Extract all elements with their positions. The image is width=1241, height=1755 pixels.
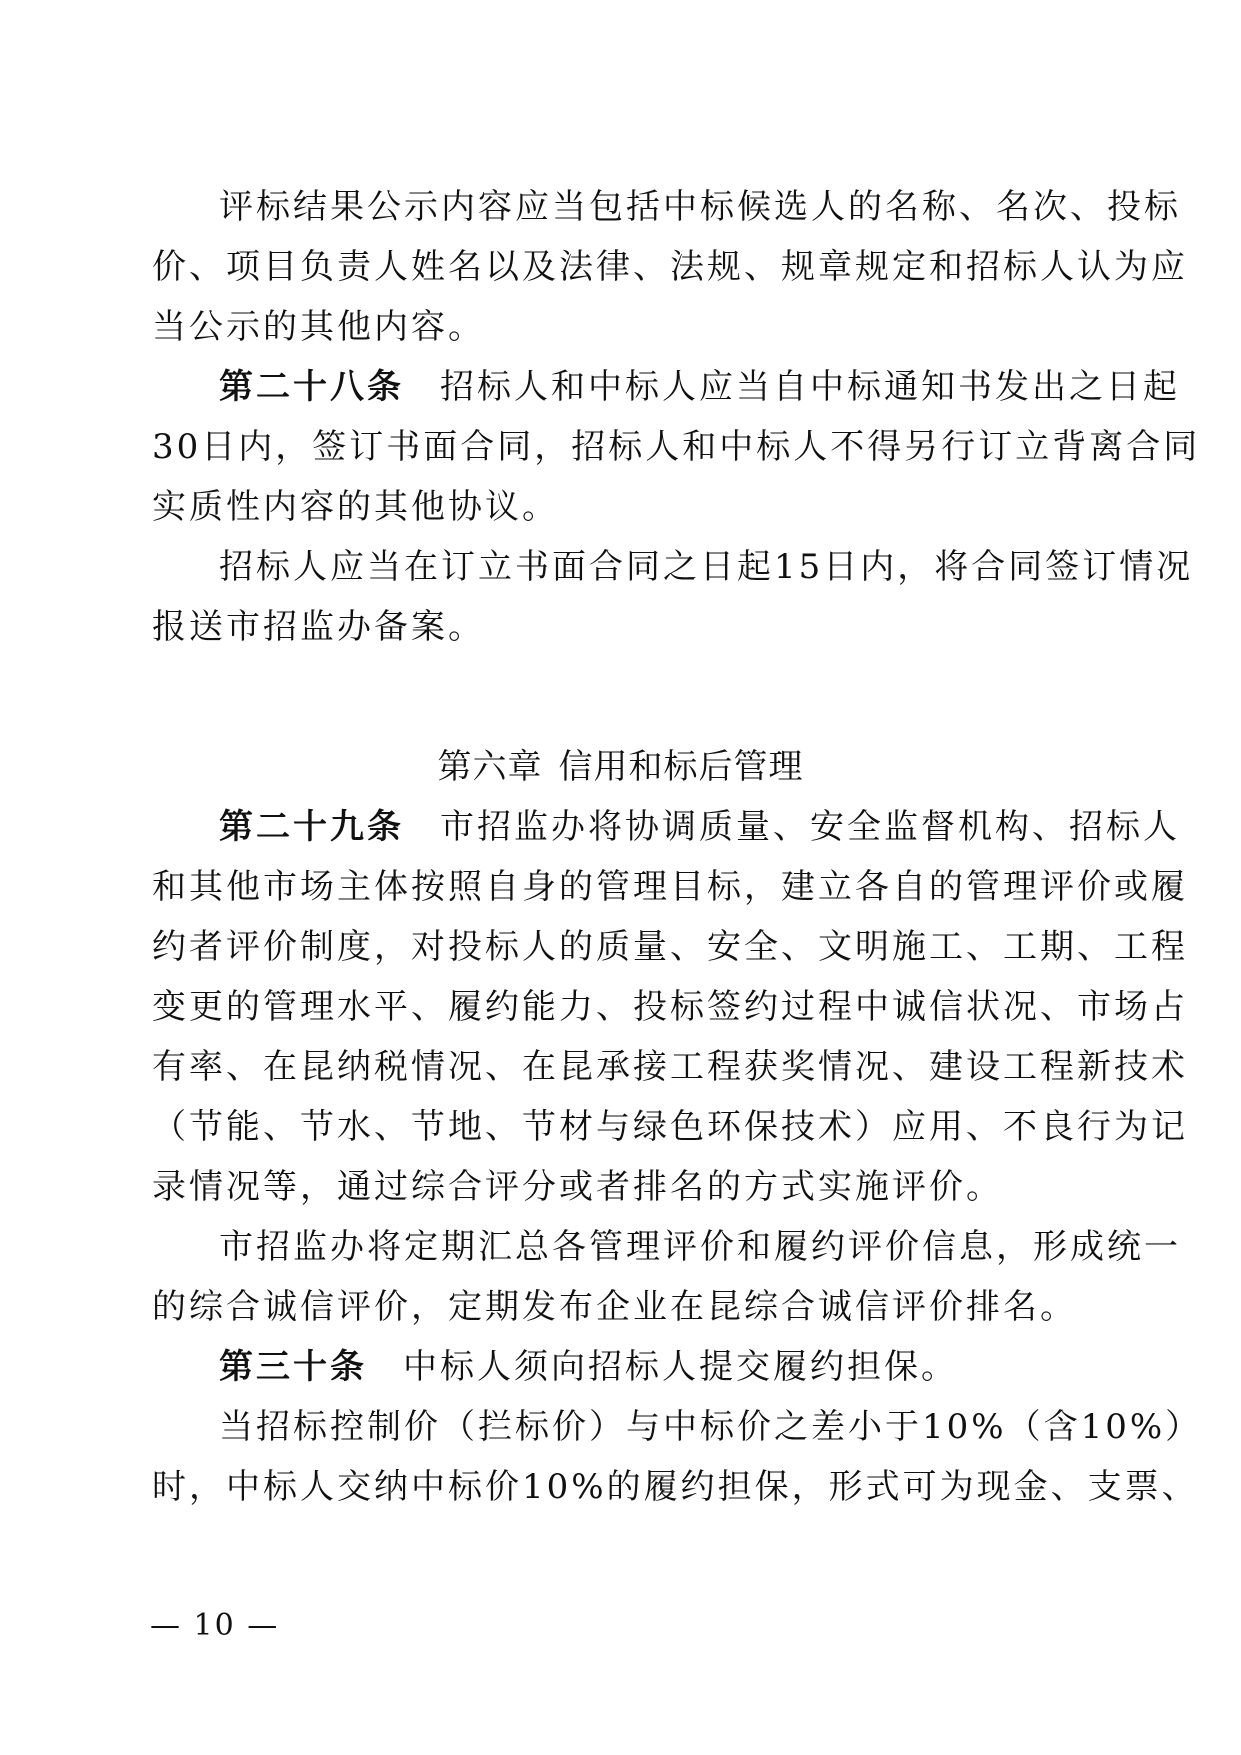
paragraph-line: 30日内，签订书面合同，招标人和中标人不得另行订立背离合同 [152,427,1201,467]
paragraph-text: 中标人须向招标人提交履约担保。 [403,1347,958,1387]
article-28-heading: 第二十八条 [219,367,404,407]
paragraph-line: 和其他市场主体按照自身的管理目标，建立各自的管理评价或履 [152,867,1188,907]
paragraph-line: 有率、在昆纳税情况、在昆承接工程获奖情况、建设工程新技术 [152,1047,1188,1087]
paragraph-line: 招标人应当在订立书面合同之日起15日内，将合同签订情况 [219,547,1194,587]
page-number: — 10 — [150,1608,280,1643]
paragraph-line: 实质性内容的其他协议。 [152,487,559,527]
paragraph-line: 当公示的其他内容。 [152,307,485,347]
paragraph-line: 约者评价制度，对投标人的质量、安全、文明施工、工期、工程 [152,927,1188,967]
paragraph-line: 当招标控制价（拦标价）与中标价之差小于10%（含10%） [219,1407,1203,1447]
paragraph-line: 的综合诚信评价，定期发布企业在昆综合诚信评价排名。 [152,1287,1077,1327]
paragraph-text: 市招监办将协调质量、安全监督机构、招标人 [440,807,1180,847]
chapter-heading [0,747,1241,787]
paragraph-line: 市招监办将定期汇总各管理评价和履约评价信息，形成统一 [219,1227,1181,1267]
paragraph-line: 变更的管理水平、履约能力、投标签约过程中诚信状况、市场占 [152,987,1188,1027]
article-29-heading: 第二十九条 [219,807,404,847]
article-30-line [219,1347,1092,1387]
chapter-title: 信用和标后管理 [558,747,804,787]
paragraph-line: 报送市招监办备案。 [152,607,485,647]
chapter-number: 第六章 [437,747,543,787]
article-30-heading: 第三十条 [219,1347,367,1387]
paragraph-line: 时，中标人交纳中标价10%的履约担保，形式可为现金、支票、 [152,1467,1199,1507]
article-29-line [219,807,1180,847]
paragraph-line: 录情况等，通过综合评分或者排名的方式实施评价。 [152,1167,1003,1207]
paragraph-line: 价、项目负责人姓名以及法律、法规、规章规定和招标人认为应 [152,247,1188,287]
paragraph-line: 评标结果公示内容应当包括中标候选人的名称、名次、投标 [219,187,1181,227]
paragraph-line: （节能、节水、节地、节材与绿色环保技术）应用、不良行为记 [152,1107,1188,1147]
paragraph-text: 招标人和中标人应当自中标通知书发出之日起 [440,367,1180,407]
article-28-line [219,367,1180,407]
